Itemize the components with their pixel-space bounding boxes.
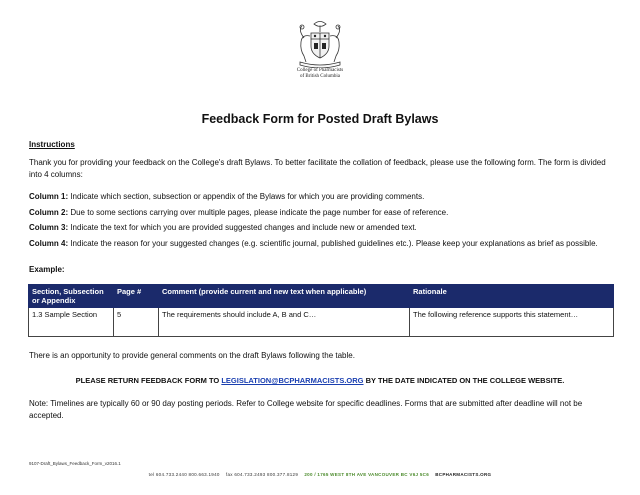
column-2-instruction [29,208,619,218]
cell-comment[interactable]: The requirements should include A, B and C… [159,308,410,337]
column-label: Column 3: [29,223,69,232]
header-page: Page # [114,285,159,308]
table-header-row [29,285,614,308]
header-comment: Comment (provide current and new text when applicable) [159,285,410,308]
column-text: Indicate which section, subsection or appendix of the Bylaws for which you are providing comments. [68,192,425,201]
deadline-note: Note: Timelines are typically 60 or 90 day posting periods. Refer to College website for specific deadlines. Forms that are submitted after deadline will not be accepted. [29,399,583,420]
email-link[interactable]: LEGISLATION@BCPHARMACISTS.ORG [221,376,364,385]
feedback-example-table [28,284,614,337]
column-label: Column 2: [29,208,69,217]
footer-web: BCPHARMACISTS.ORG [435,472,492,477]
column-1-instruction [29,192,619,202]
header-rationale: Rationale [410,285,614,308]
page-title: Feedback Form for Posted Draft Bylaws [201,112,439,126]
footer-address: 200 / 1765 WEST 8TH AVE VANCOUVER BC V6J 5C6 [304,472,430,477]
return-notice [0,376,640,385]
logo-text-line2: of British Columbia [300,74,340,79]
column-label: Column 1: [29,192,69,201]
column-3-instruction [29,223,619,233]
footer-fax: fax 604.733.2493 800.377.8129 [225,472,299,477]
page-footer [0,472,640,477]
cell-page[interactable]: 5 [114,308,159,337]
column-4-instruction [29,239,619,249]
return-notice-before: PLEASE RETURN FEEDBACK FORM TO [75,376,222,385]
instructions-intro: Thank you for providing your feedback on the College's draft Bylaws. To better facilitate the collation of feedback, please use the following form. The form is divided into 4 columns: [29,158,606,179]
column-label: Column 4: [29,239,69,248]
header-section: Section, Subsection or Appendix [29,285,114,308]
general-comments-note: There is an opportunity to provide general comments on the draft Bylaws following the table. [29,351,355,360]
column-text: Indicate the reason for your suggested changes (e.g. scientific journal, published guidelines etc.). Please keep your explanations as brief as possible. [68,239,598,248]
column-text: Due to some sections carrying over multiple pages, please indicate the page number for ease of reference. [68,208,449,217]
return-notice-after: BY THE DATE INDICATED ON THE COLLEGE WEBSITE. [363,376,565,385]
instructions-heading: Instructions [29,140,75,149]
footer-tel: tel 604.733.2440 800.663.1940 [148,472,220,477]
cell-rationale[interactable]: The following reference supports this statement… [410,308,614,337]
coat-of-arms-icon [292,18,348,68]
example-heading: Example: [29,265,65,274]
column-text: Indicate the text for which you are provided suggested changes and include new or amended text. [68,223,417,232]
table-row [29,308,614,337]
form-code: 9107-Draft_Bylaws_Feedback_Form_v2016.1 [29,461,121,466]
logo-text-line1: College of Pharmacists [296,68,344,73]
college-logo [285,18,355,80]
cell-section[interactable]: 1.3 Sample Section [29,308,114,337]
